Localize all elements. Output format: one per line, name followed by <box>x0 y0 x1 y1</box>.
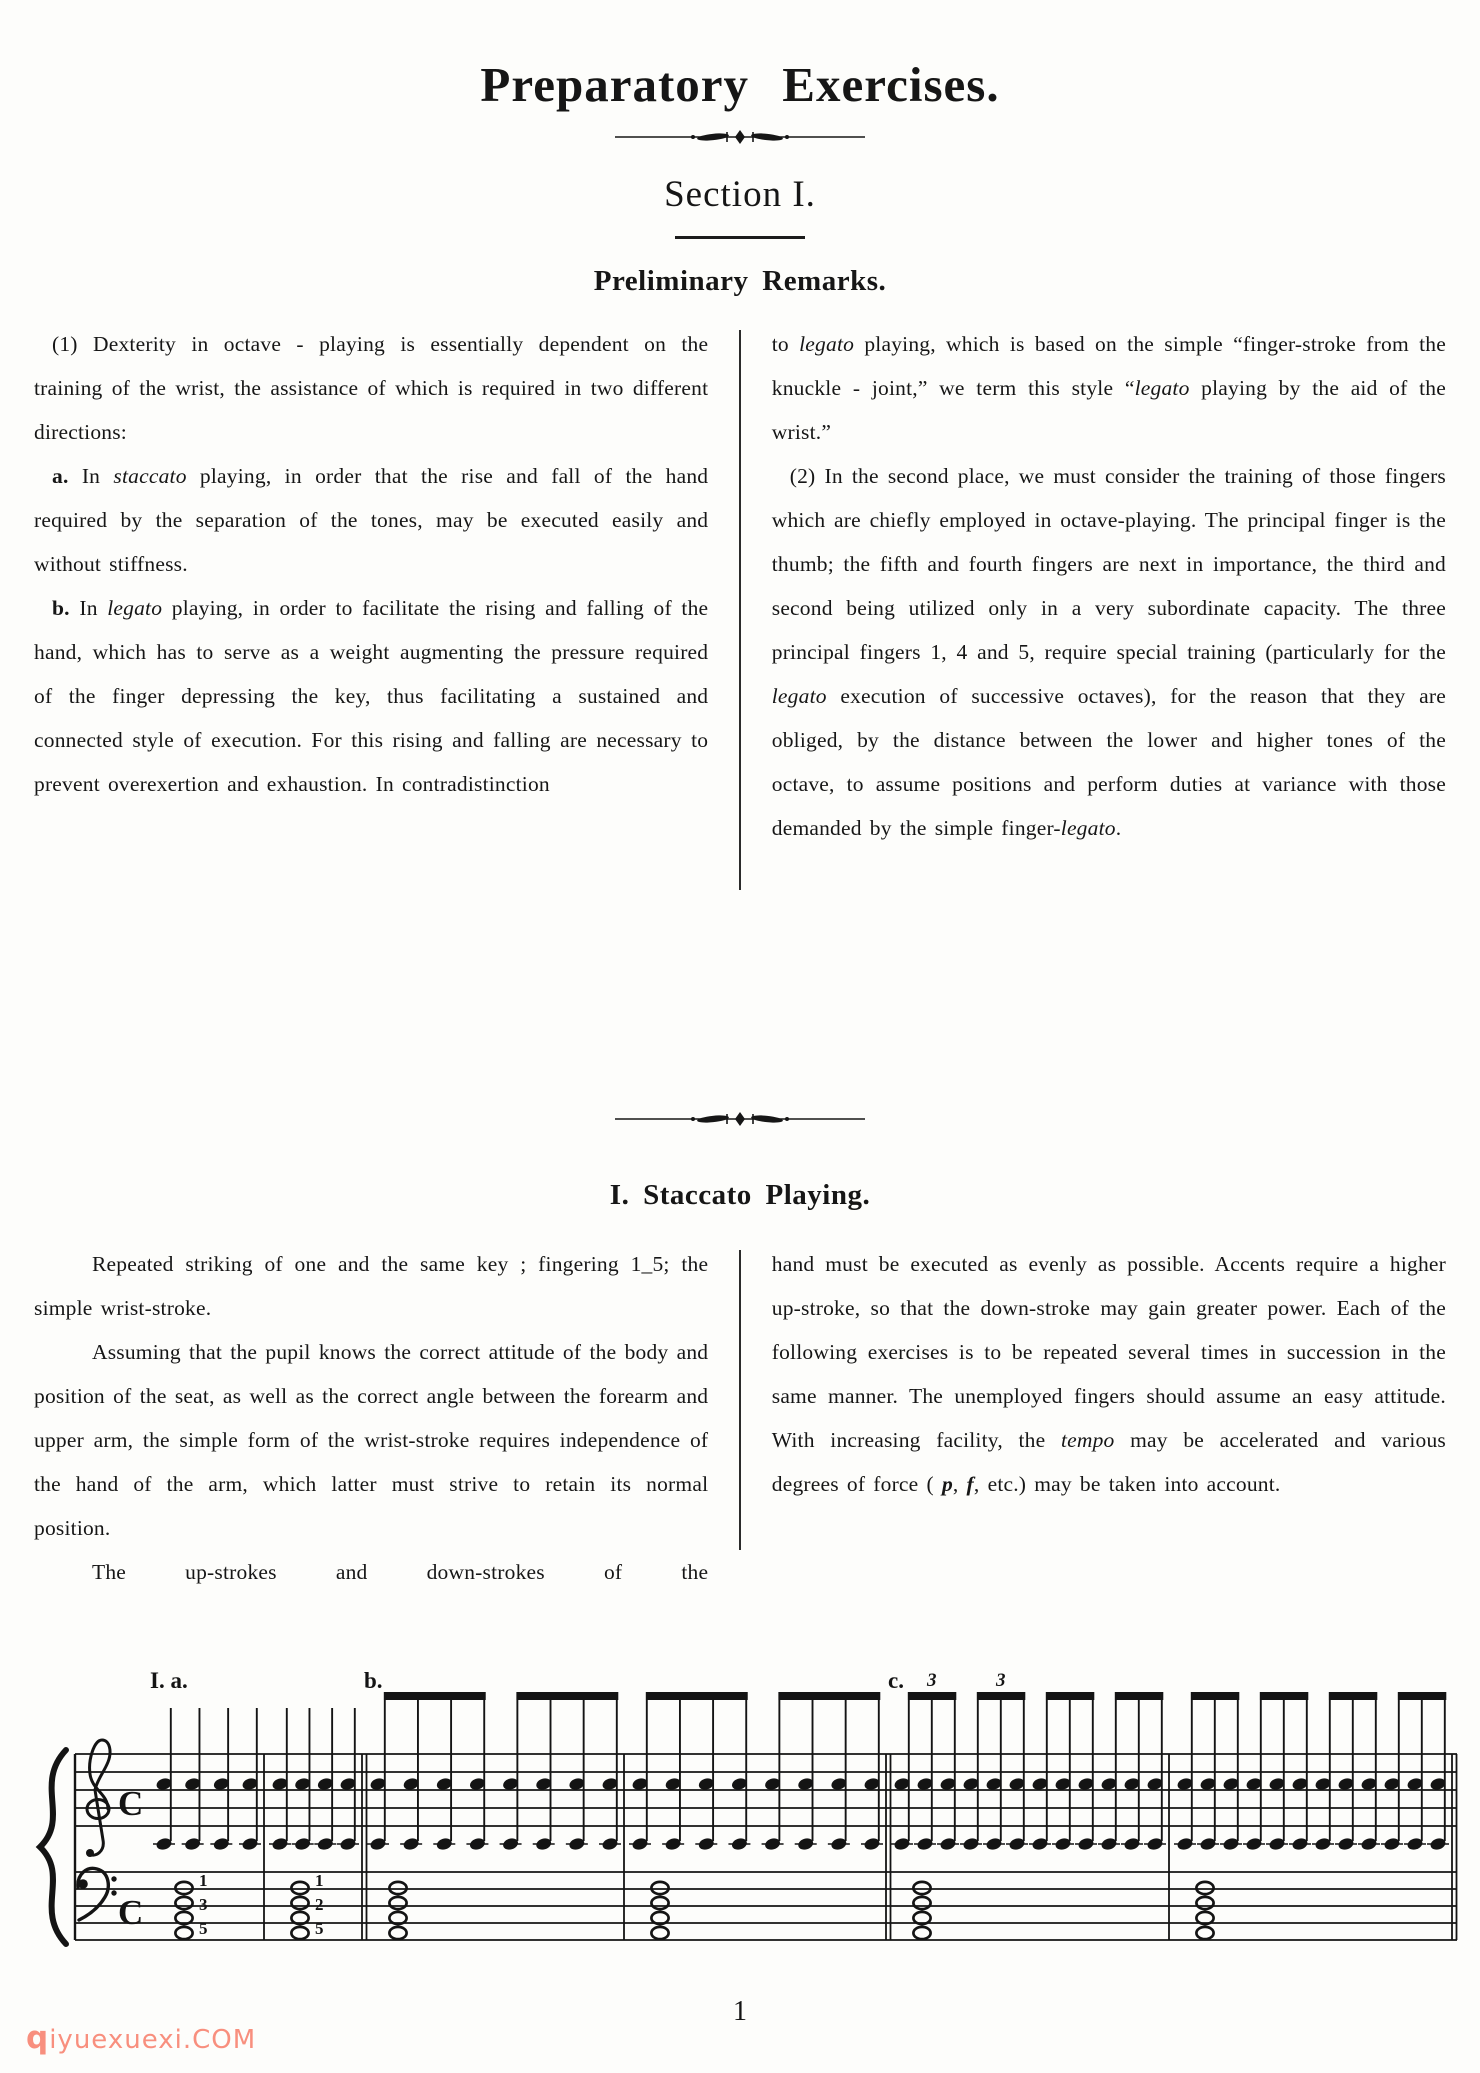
paragraph: The up-strokes and down-strokes of the <box>92 1559 709 1584</box>
time-signature: C <box>118 1784 144 1823</box>
column-divider <box>739 1250 741 1550</box>
ornament-divider-icon <box>0 129 1480 145</box>
section-heading: Section I. <box>664 174 816 215</box>
beam <box>908 1692 957 1700</box>
bass-chord-notehead <box>175 1927 192 1939</box>
measure <box>364 1668 624 1940</box>
staccato-right-column <box>772 1242 1446 1642</box>
beam <box>1115 1692 1164 1700</box>
measure-label: b. <box>364 1668 383 1693</box>
bass-chord-notehead <box>291 1882 308 1894</box>
beam <box>1260 1692 1309 1700</box>
ornament-divider-icon <box>0 1111 1480 1127</box>
bass-chord-notehead <box>1196 1927 1213 1939</box>
bass-chord-notehead <box>291 1897 308 1909</box>
fingering-number: 3 <box>199 1895 208 1914</box>
beam <box>1046 1692 1095 1700</box>
fingering-number: 2 <box>315 1895 324 1914</box>
bass-chord-notehead <box>175 1897 192 1909</box>
bass-chord-notehead <box>1196 1882 1213 1894</box>
fingering-number: 5 <box>199 1919 208 1938</box>
bass-chord-notehead <box>1196 1897 1213 1909</box>
paragraph: hand must be executed as evenly as possible. Accents require a higher up-stroke, so that the down-stroke may gain greater power. Each of the following exercises is to be repeated several times in succession in the same manner. The unemployed fingers should assume an easy attitude. With increasing facility, the tempo may be accelerated and various degrees of force ( p, f, etc.) may be taken into account. <box>771 1251 1447 1496</box>
bass-chord-notehead <box>913 1897 930 1909</box>
ornament-divider-icon <box>615 1111 865 1127</box>
watermark <box>26 2020 256 2056</box>
beam <box>778 1692 880 1700</box>
bass-chord-notehead <box>913 1882 930 1894</box>
beam <box>384 1692 486 1700</box>
beam <box>977 1692 1026 1700</box>
bass-chord-notehead <box>651 1897 668 1909</box>
paragraph: Repeated striking of one and the same key ; fingering 1_5; the simple wrist-stroke. <box>34 1251 709 1320</box>
bass-chord-notehead <box>651 1927 668 1939</box>
sheet-music-score <box>20 1662 1460 1982</box>
bass-chord-notehead <box>175 1882 192 1894</box>
fingering-number: 1 <box>315 1871 324 1890</box>
bass-chord-notehead <box>389 1897 406 1909</box>
bass-chord-notehead <box>291 1927 308 1939</box>
paragraph: a. In staccato playing, in order that the rise and fall of the hand required by the separation of the tones, may be executed easily and without stiffness. <box>34 463 709 576</box>
measure <box>629 1692 891 1940</box>
staccato-columns <box>0 1242 1480 1642</box>
watermark-rest: iyuexuexi.COM <box>49 2025 257 2055</box>
measure-label: I. a. <box>150 1668 188 1693</box>
remarks-right-column <box>772 322 1446 1027</box>
watermark-lead: q <box>26 2020 50 2056</box>
page-number: 1 <box>733 1996 747 2027</box>
bass-clef-icon <box>78 1868 117 1920</box>
sheet-music-score <box>20 1662 1460 1987</box>
beam <box>516 1692 618 1700</box>
staccato-heading: I. Staccato Playing. <box>609 1178 871 1211</box>
bass-chord-notehead <box>389 1882 406 1894</box>
paragraph: (2) In the second place, we must consider the training of those fingers which are chiefly employed in octave-playing. The principal finger is the thumb; the fifth and fourth fingers are next in importance, the third and second being utilized only in a very subordinate capacity. The three principal fingers 1, 4 and 5, require special training (particularly for the legato execution of successive octaves), for the reason that they are obliged, by the distance between the lower and higher tones of the octave, to assume positions and perform duties at variance with those demanded by the simple finger-legato. <box>771 463 1446 840</box>
triplet-number: 3 <box>927 1670 937 1691</box>
paragraph: to legato playing, which is based on the simple “finger-stroke from the knuckle - joint,” we term this style “legato playing by the aid of the wrist.” <box>771 331 1446 444</box>
column-divider <box>739 330 741 890</box>
section-rule <box>675 236 805 239</box>
ornament-divider-icon <box>615 129 865 145</box>
bass-chord-notehead <box>389 1927 406 1939</box>
measure <box>888 1668 1169 1940</box>
beam <box>646 1692 748 1700</box>
beam <box>1398 1692 1447 1700</box>
beam <box>1329 1692 1378 1700</box>
bass-chord-notehead <box>913 1927 930 1939</box>
remarks-heading: Preliminary Remarks. <box>593 264 887 297</box>
fingering-number: 1 <box>199 1871 208 1890</box>
page-title: Preparatory Exercises. <box>480 57 1000 112</box>
remarks-left-column <box>34 322 708 1027</box>
bass-chord-notehead <box>651 1882 668 1894</box>
beam <box>1191 1692 1240 1700</box>
fingering-number: 5 <box>315 1919 324 1938</box>
paragraph: b. In legato playing, in order to facilitate the rising and falling of the hand, which has to serve as a weight augmenting the pressure required of the finger depressing the key, thus facilitating a sustained and connected style of execution. For this rising and falling are necessary to prevent overexertion and exhaustion. In contradistinction <box>34 595 709 796</box>
paragraph: (1) Dexterity in octave - playing is essentially dependent on the training of the wrist, the assistance of which is required in two different directions: <box>34 331 709 444</box>
time-signature: C <box>118 1893 144 1932</box>
remarks-columns <box>0 322 1480 1027</box>
measure-label: c. <box>888 1668 904 1693</box>
paragraph: Assuming that the pupil knows the correct attitude of the body and position of the seat, as well as the correct angle between the forearm and upper arm, the simple form of the wrist-stroke requires independence of the hand of the arm, which latter must strive to retain its normal position. <box>34 1339 709 1540</box>
triplet-number: 3 <box>996 1670 1006 1691</box>
treble-clef-icon <box>86 1740 110 1857</box>
staccato-left-column <box>34 1242 708 1642</box>
measure <box>1174 1692 1457 1940</box>
brace-icon <box>40 1750 66 1944</box>
measure <box>150 1668 264 1940</box>
